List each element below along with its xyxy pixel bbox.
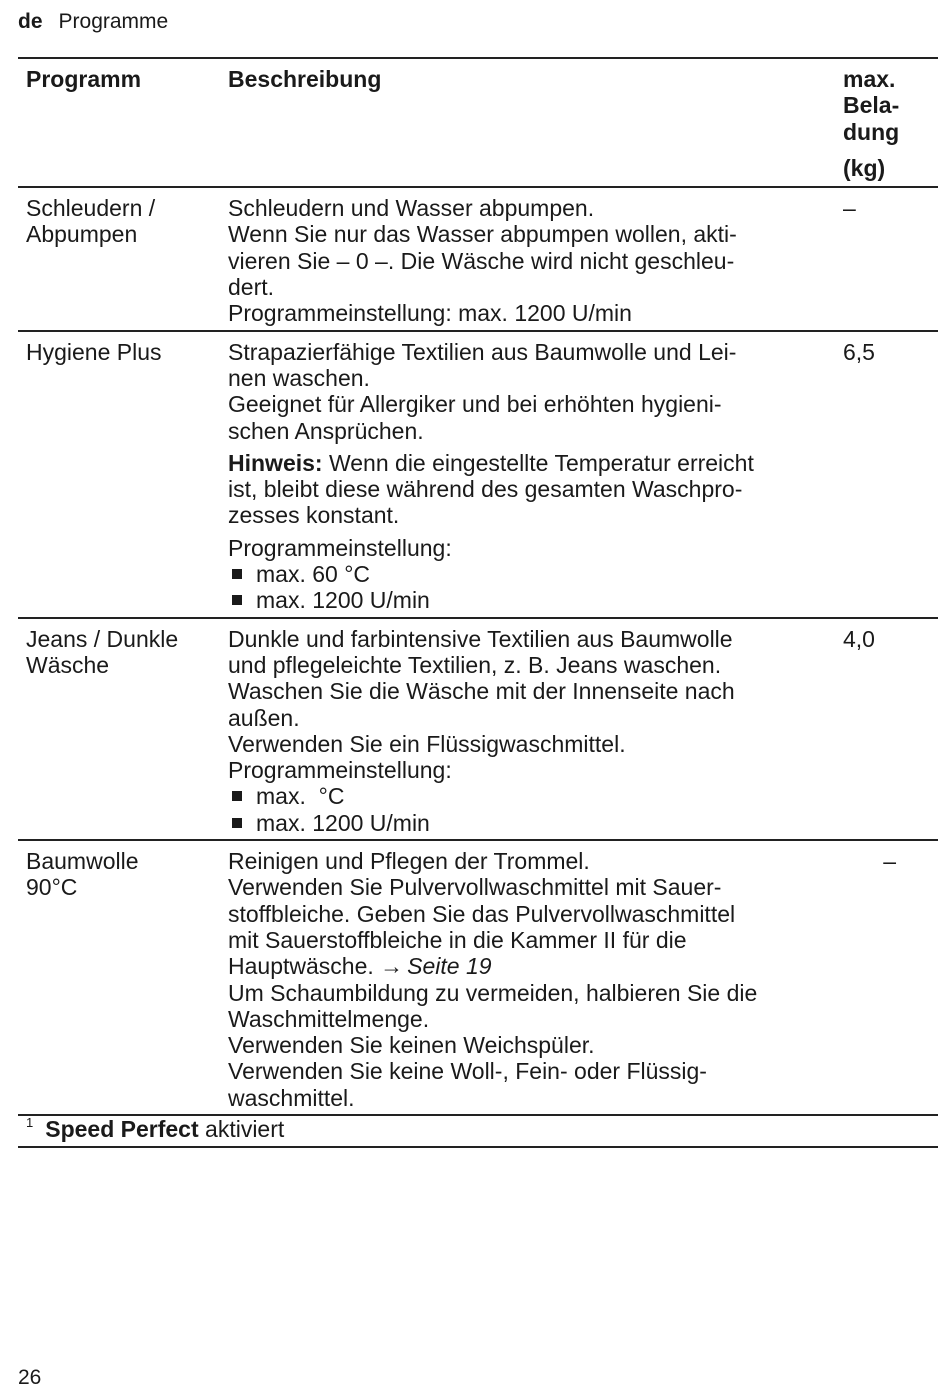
note-line: ist, bleibt diese während des gesamten Waschpro- bbox=[228, 476, 743, 503]
description-line: mit Sauerstoffbleiche in die Kammer II für die bbox=[228, 926, 687, 953]
bullet-text: max. 1200 U/min bbox=[256, 587, 430, 614]
footnote-bold-term: Speed Perfect bbox=[45, 1116, 199, 1142]
description-line: Waschmittelmenge. bbox=[228, 1005, 430, 1032]
description-line: Um Schaumbildung zu vermeiden, halbieren Sie die bbox=[228, 979, 758, 1006]
settings-label: Programmeinstellung: bbox=[228, 534, 452, 561]
load-header-line: dung bbox=[843, 118, 900, 145]
table-row bbox=[18, 188, 938, 331]
load-header-line: Bela- bbox=[843, 92, 900, 119]
description-line: Strapazierfähige Textilien aus Baumwolle und Lei- bbox=[228, 338, 737, 365]
description-line: Programmeinstellung: bbox=[228, 757, 452, 784]
description-cell bbox=[223, 619, 835, 839]
bullet-square-icon bbox=[232, 818, 242, 828]
bullet-square-icon bbox=[232, 595, 242, 605]
description-line: dert. bbox=[228, 274, 275, 301]
page-number: 26 bbox=[18, 1366, 42, 1389]
program-name-line: Baumwolle bbox=[26, 848, 139, 875]
bullet-text: max. °C bbox=[256, 783, 345, 810]
description-line: waschmittel. bbox=[228, 1084, 355, 1111]
load-cell: – bbox=[883, 848, 896, 875]
column-header-description: Beschreibung bbox=[228, 66, 382, 92]
description-line: Schleudern und Wasser abpumpen. bbox=[228, 195, 595, 222]
page-header bbox=[18, 9, 168, 35]
bullet-item bbox=[228, 783, 829, 809]
description-line: Waschen Sie die Wäsche mit der Innenseite nach bbox=[228, 678, 735, 705]
load-header-unit: (kg) bbox=[843, 154, 886, 181]
description-line: Verwenden Sie keinen Weichspüler. bbox=[228, 1032, 595, 1059]
program-name-cell bbox=[18, 188, 223, 329]
description-line: Wenn Sie nur das Wasser abpumpen wollen, akti- bbox=[228, 221, 737, 248]
reference-prefix: Hauptwäsche. bbox=[228, 953, 374, 980]
bullet-item bbox=[228, 810, 829, 836]
load-header-line: max. bbox=[843, 66, 896, 92]
page-reference-line bbox=[228, 953, 829, 979]
bullet-square-icon bbox=[232, 791, 242, 801]
program-name-line: Schleudern / bbox=[26, 195, 156, 222]
load-cell: 4,0 bbox=[843, 625, 875, 652]
description-cell bbox=[223, 188, 835, 329]
description-line: stoffbleiche. Geben Sie das Pulvervollwaschmittel bbox=[228, 900, 736, 927]
program-name-cell bbox=[18, 841, 223, 1114]
language-tag: de bbox=[18, 10, 43, 33]
column-header-program: Programm bbox=[26, 66, 142, 92]
program-name-line: Hygiene Plus bbox=[26, 338, 162, 365]
description-line: Verwenden Sie keine Woll-, Fein- oder Flüssig- bbox=[228, 1058, 707, 1085]
description-line: Verwenden Sie Pulvervollwaschmittel mit Sauer- bbox=[228, 874, 722, 901]
note-text: Wenn die eingestellte Temperatur erreicht bbox=[328, 449, 754, 476]
note-line: zesses konstant. bbox=[228, 502, 400, 529]
page-reference-link[interactable]: Seite 19 bbox=[407, 953, 492, 980]
table-header-row bbox=[18, 59, 938, 188]
program-table bbox=[18, 57, 938, 1116]
footnote-text: aktiviert bbox=[205, 1116, 285, 1142]
description-line: und pflegeleichte Textilien, z. B. Jeans waschen. bbox=[228, 651, 722, 678]
description-cell bbox=[223, 841, 835, 1114]
description-line: schen Ansprüchen. bbox=[228, 417, 424, 444]
table-row bbox=[18, 841, 938, 1116]
bullet-text: max. 60 °C bbox=[256, 561, 371, 588]
program-name-line: 90°C bbox=[26, 874, 78, 901]
program-name-cell bbox=[18, 619, 223, 839]
load-cell: 6,5 bbox=[843, 338, 875, 365]
table-row bbox=[18, 619, 938, 841]
load-cell: – bbox=[843, 195, 856, 222]
program-name-line: Wäsche bbox=[26, 651, 110, 678]
arrow-right-icon: → bbox=[380, 953, 404, 980]
column-header-load bbox=[835, 59, 938, 186]
bullet-text: max. 1200 U/min bbox=[256, 809, 430, 836]
table-row bbox=[18, 332, 938, 619]
bullet-item bbox=[228, 587, 829, 613]
program-name-cell bbox=[18, 332, 223, 617]
bullet-item bbox=[228, 561, 829, 587]
description-line: Verwenden Sie ein Flüssigwaschmittel. bbox=[228, 730, 626, 757]
program-name-line: Abpumpen bbox=[26, 221, 138, 248]
description-line: Reinigen und Pflegen der Trommel. bbox=[228, 848, 590, 875]
description-cell bbox=[223, 332, 835, 617]
description-line: vieren Sie – 0 –. Die Wäsche wird nicht geschleu- bbox=[228, 247, 735, 274]
program-name-line: Jeans / Dunkle bbox=[26, 625, 179, 652]
footnote-marker: 1 bbox=[26, 1115, 34, 1130]
description-line: Geeignet für Allergiker und bei erhöhten hygieni- bbox=[228, 391, 722, 418]
note-label: Hinweis: bbox=[228, 449, 323, 476]
description-line: nen waschen. bbox=[228, 364, 370, 391]
bullet-square-icon bbox=[232, 569, 242, 579]
note-line bbox=[228, 450, 829, 476]
section-title: Programme bbox=[58, 10, 169, 33]
description-line: Programmeinstellung: max. 1200 U/min bbox=[228, 300, 632, 327]
description-line: Dunkle und farbintensive Textilien aus Baumwolle bbox=[228, 625, 733, 652]
description-line: außen. bbox=[228, 704, 300, 731]
footnote bbox=[18, 1107, 938, 1148]
